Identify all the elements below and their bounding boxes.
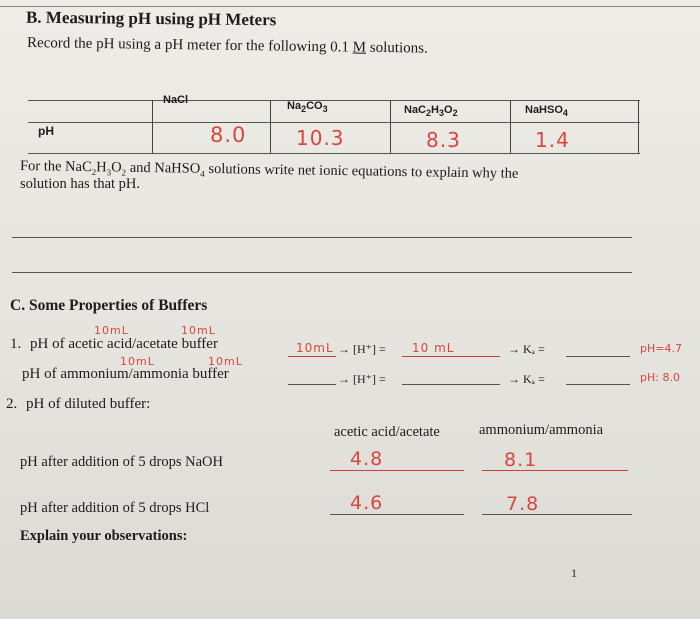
table-top-line	[28, 100, 640, 101]
table-value-nacl: 8.0	[210, 123, 247, 147]
table-mid-line	[28, 122, 640, 123]
page-number: 1	[571, 566, 577, 580]
item1b-ka-label	[508, 372, 545, 387]
item2-label: pH of diluted buffer:	[26, 396, 151, 412]
table-col-divider	[390, 100, 391, 153]
section-b-instruction	[27, 35, 428, 58]
col-header-ammonium: ammonium/ammonia	[479, 422, 604, 438]
naoh-label: pH after addition of 5 drops NaOH	[20, 454, 223, 470]
table-value-na2co3: 10.3	[296, 126, 345, 150]
table-col-divider	[510, 100, 511, 153]
item1b-note-a: 10mL	[120, 355, 155, 368]
item1b-ka-line	[566, 384, 630, 385]
naoh-ammonium-line	[482, 470, 628, 471]
item1-ka-label	[508, 342, 545, 357]
item1-label: pH of acetic acid/acetate buffer	[30, 336, 218, 352]
hcl-acetate-line	[330, 514, 464, 515]
item1-fill-line	[288, 356, 336, 357]
arrow: →	[338, 372, 350, 386]
table-col-divider	[270, 100, 271, 153]
table-bottom-line	[28, 153, 640, 154]
instruction-unit: M	[352, 39, 367, 56]
top-border	[0, 6, 700, 7]
section-b-question-line2: solution has that pH.	[20, 176, 141, 192]
item2-number: 2.	[6, 396, 18, 412]
item1-note-a: 10mL	[94, 324, 129, 337]
item1b-margin-note: pH: 8.0	[640, 371, 680, 384]
table-header-nahso4: NaHSO$_4$	[525, 104, 568, 119]
hcl-ammonium-value: 7.8	[506, 493, 540, 515]
hcl-acetate-value: 4.6	[350, 492, 384, 514]
item1b-h-line	[402, 384, 500, 385]
answer-line	[12, 272, 632, 273]
arrow: →	[508, 372, 520, 386]
item1-h-label	[338, 342, 386, 357]
table-value-nahso4: 1.4	[535, 128, 570, 152]
naoh-acetate-value: 4.8	[350, 448, 384, 470]
section-c-title: C. Some Properties of Buffers	[10, 297, 208, 314]
table-col-divider	[638, 100, 639, 153]
table-header-na2co3: $Na_2CO_3$	[287, 100, 328, 115]
hcl-label: pH after addition of 5 drops HCl	[20, 500, 210, 516]
item1-ka-text: Kₐ =	[523, 342, 545, 356]
hcl-ammonium-line	[482, 514, 632, 515]
item1-margin-note: pH=4.7	[640, 342, 682, 355]
item1-fill: 10mL	[296, 341, 334, 355]
item1b-h-text: [H⁺] =	[353, 372, 386, 386]
explain-label: Explain your observations:	[20, 528, 188, 544]
item1-number: 1.	[10, 336, 22, 352]
section-b-title: B. Measuring pH using pH Meters	[25, 7, 277, 30]
item1b-h-label	[338, 372, 386, 387]
answer-line	[12, 237, 632, 238]
naoh-ammonium-value: 8.1	[504, 449, 538, 471]
item1-h-text: [H⁺] =	[353, 342, 386, 356]
item1-ka-line	[566, 356, 630, 357]
item1b-note-b: 10mL	[208, 355, 243, 368]
arrow: →	[338, 342, 350, 356]
table-header-nac2h3o2: $NaC_2H_3O_2$	[404, 104, 458, 119]
section-b-question: For the $NaC_2H_3O_2$ and NaHSO$_4$ solutions write net ionic equations to explain why the	[19, 158, 519, 182]
table-value-nac2h3o2: 8.3	[426, 128, 461, 152]
item1b-fill-line	[288, 384, 336, 385]
table-col-divider	[152, 100, 153, 153]
item1b-label: pH of ammonium/ammonia buffer	[22, 366, 229, 382]
table-row-label-ph: pH	[38, 124, 54, 138]
naoh-acetate-line	[330, 470, 464, 471]
item1-h-fill-line	[402, 356, 500, 357]
instruction-end: solutions.	[365, 39, 428, 57]
col-header-acetate: acetic acid/acetate	[334, 424, 440, 440]
arrow: →	[508, 342, 520, 356]
item1b-ka-text: Kₐ =	[523, 372, 545, 386]
table-header-nacl: NaCl	[163, 94, 189, 106]
item1-note-b: 10mL	[181, 324, 216, 337]
instruction-start: Record the pH using a pH meter for the following 0.1	[26, 35, 353, 56]
item1-h-fill: 10 mL	[412, 341, 455, 355]
